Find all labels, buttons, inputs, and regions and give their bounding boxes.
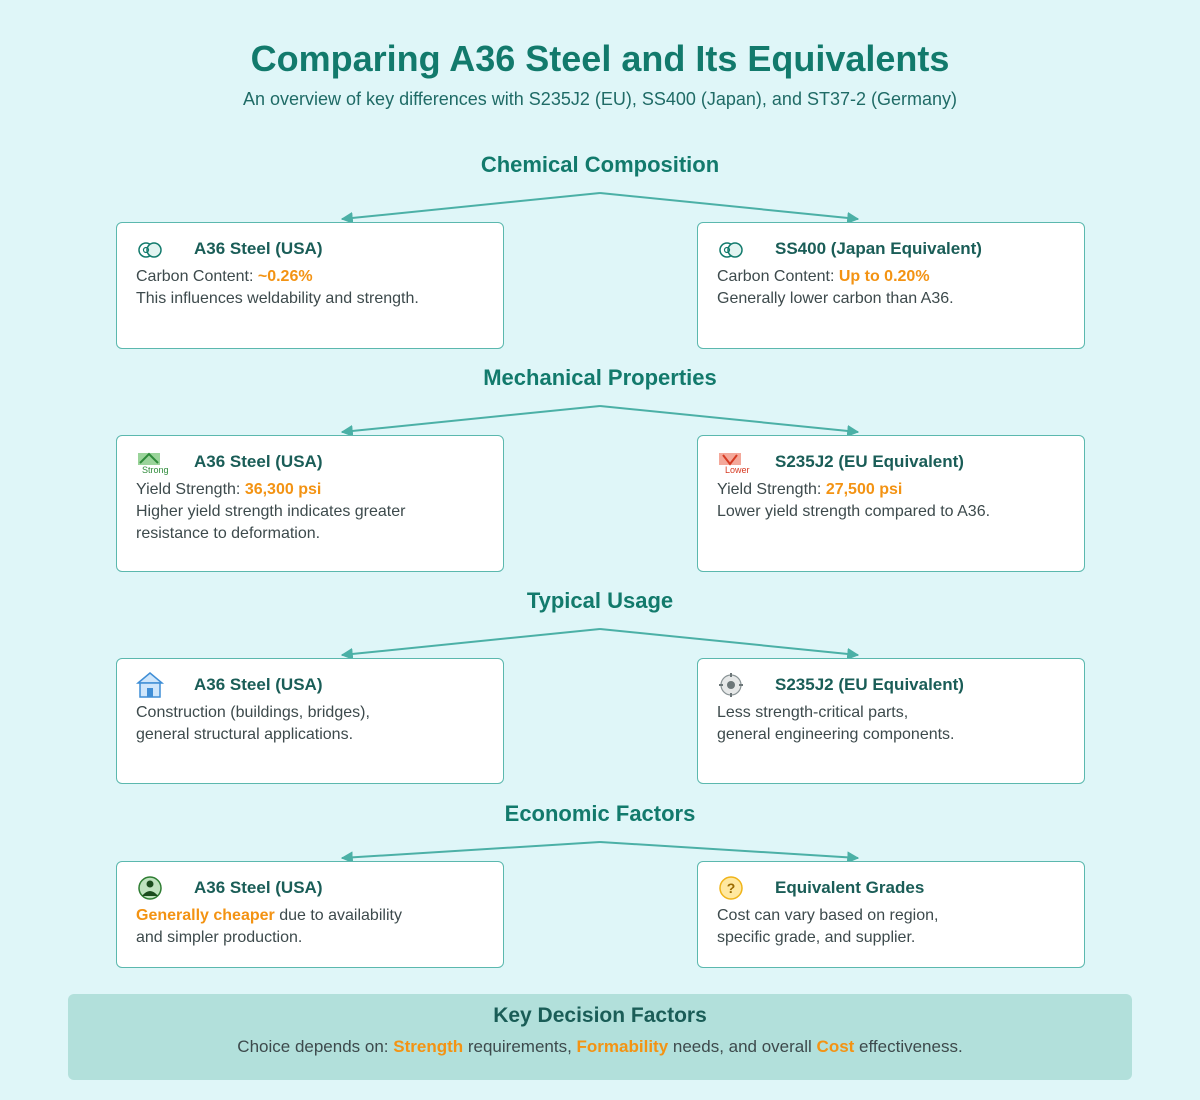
strong-icon-label: Strong <box>142 465 169 475</box>
card-title: A36 Steel (USA) <box>194 675 323 694</box>
svg-text:?: ? <box>726 880 736 896</box>
card-mechanical-a36 <box>116 435 504 572</box>
yield-strength-line: Yield Strength: 27,500 psi <box>717 481 903 498</box>
card-usage-a36 <box>116 658 504 784</box>
card-usage-s235j2 <box>697 658 1085 784</box>
card-description: Construction (buildings, bridges), <box>136 704 370 721</box>
yield-strength-line: Yield Strength: 36,300 psi <box>136 481 322 498</box>
section-title-economic: Economic Factors <box>504 801 696 826</box>
card-chemical-a36 <box>116 222 504 349</box>
cost-highlight: Generally cheaper <box>136 907 275 924</box>
card-title: S235J2 (EU Equivalent) <box>775 452 964 471</box>
card-title: A36 Steel (USA) <box>194 452 323 471</box>
card-description: Lower yield strength compared to A36. <box>717 503 991 520</box>
section-title-chemical: Chemical Composition <box>480 152 720 177</box>
factor-formability: Formability <box>576 1037 669 1056</box>
carbon-content-line: Carbon Content: Up to 0.20% <box>717 268 930 285</box>
card-description-2: general engineering components. <box>717 726 955 743</box>
factor-strength: Strength <box>393 1037 464 1056</box>
card-description: Generally lower carbon than A36. <box>717 290 954 307</box>
page-title: Comparing A36 Steel and Its Equivalents <box>250 38 950 79</box>
card-title: A36 Steel (USA) <box>194 239 323 258</box>
atoms-icon <box>717 236 749 262</box>
question-icon <box>717 875 749 901</box>
arrow-right-usage <box>600 629 858 655</box>
card-description: Less strength-critical parts, <box>717 704 909 721</box>
carbon-content-line: Carbon Content: ~0.26% <box>136 268 313 285</box>
card-description-2: specific grade, and supplier. <box>717 929 916 946</box>
card-title: A36 Steel (USA) <box>194 878 323 897</box>
arrow-left-mechanical <box>342 406 600 432</box>
card-economic-a36 <box>116 861 504 968</box>
factor-cost: Cost <box>816 1037 855 1056</box>
carbon-content-value: ~0.26% <box>257 268 313 285</box>
card-description-2: resistance to deformation. <box>136 525 321 542</box>
card-description: This influences weldability and strength. <box>136 290 419 307</box>
yield-strength-value: 27,500 psi <box>825 481 903 498</box>
section-title-usage: Typical Usage <box>526 588 674 613</box>
arrow-right-chemical <box>600 193 858 219</box>
arrow-left-usage <box>342 629 600 655</box>
lower-icon <box>717 449 749 475</box>
savings-icon <box>136 875 168 901</box>
arrow-left-economic <box>342 842 600 858</box>
card-description-2: general structural applications. <box>136 726 354 743</box>
key-decision-text: Choice depends on: Strength requirements, Formability needs, and overall Cost effectiveness. <box>237 1037 963 1056</box>
card-economic-equivalents <box>697 861 1085 968</box>
atoms-icon <box>136 236 168 262</box>
carbon-content-value: Up to 0.20% <box>838 268 930 285</box>
arrow-left-chemical <box>342 193 600 219</box>
lower-icon-label: Lower <box>725 465 750 475</box>
card-description: Higher yield strength indicates greater <box>136 503 406 520</box>
card-title: S235J2 (EU Equivalent) <box>775 675 964 694</box>
cost-line: Generally cheaper due to availability <box>136 907 402 924</box>
strong-icon <box>136 449 168 475</box>
key-decision-title: Key Decision Factors <box>493 1004 707 1027</box>
key-decision-panel <box>68 994 1132 1080</box>
gear-icon <box>717 672 749 698</box>
card-mechanical-s235j2 <box>697 435 1085 572</box>
card-chemical-ss400 <box>697 222 1085 349</box>
arrow-right-economic <box>600 842 858 858</box>
yield-strength-value: 36,300 psi <box>244 481 322 498</box>
section-title-mechanical: Mechanical Properties <box>483 365 717 390</box>
card-title: SS400 (Japan Equivalent) <box>775 239 982 258</box>
card-description: Cost can vary based on region, <box>717 907 939 924</box>
building-icon <box>136 672 168 698</box>
arrow-right-mechanical <box>600 406 858 432</box>
card-title: Equivalent Grades <box>775 878 925 897</box>
page-subtitle: An overview of key differences with S235J2 (EU), SS400 (Japan), and ST37-2 (Germany) <box>243 89 957 109</box>
card-description-2: and simpler production. <box>136 929 303 946</box>
